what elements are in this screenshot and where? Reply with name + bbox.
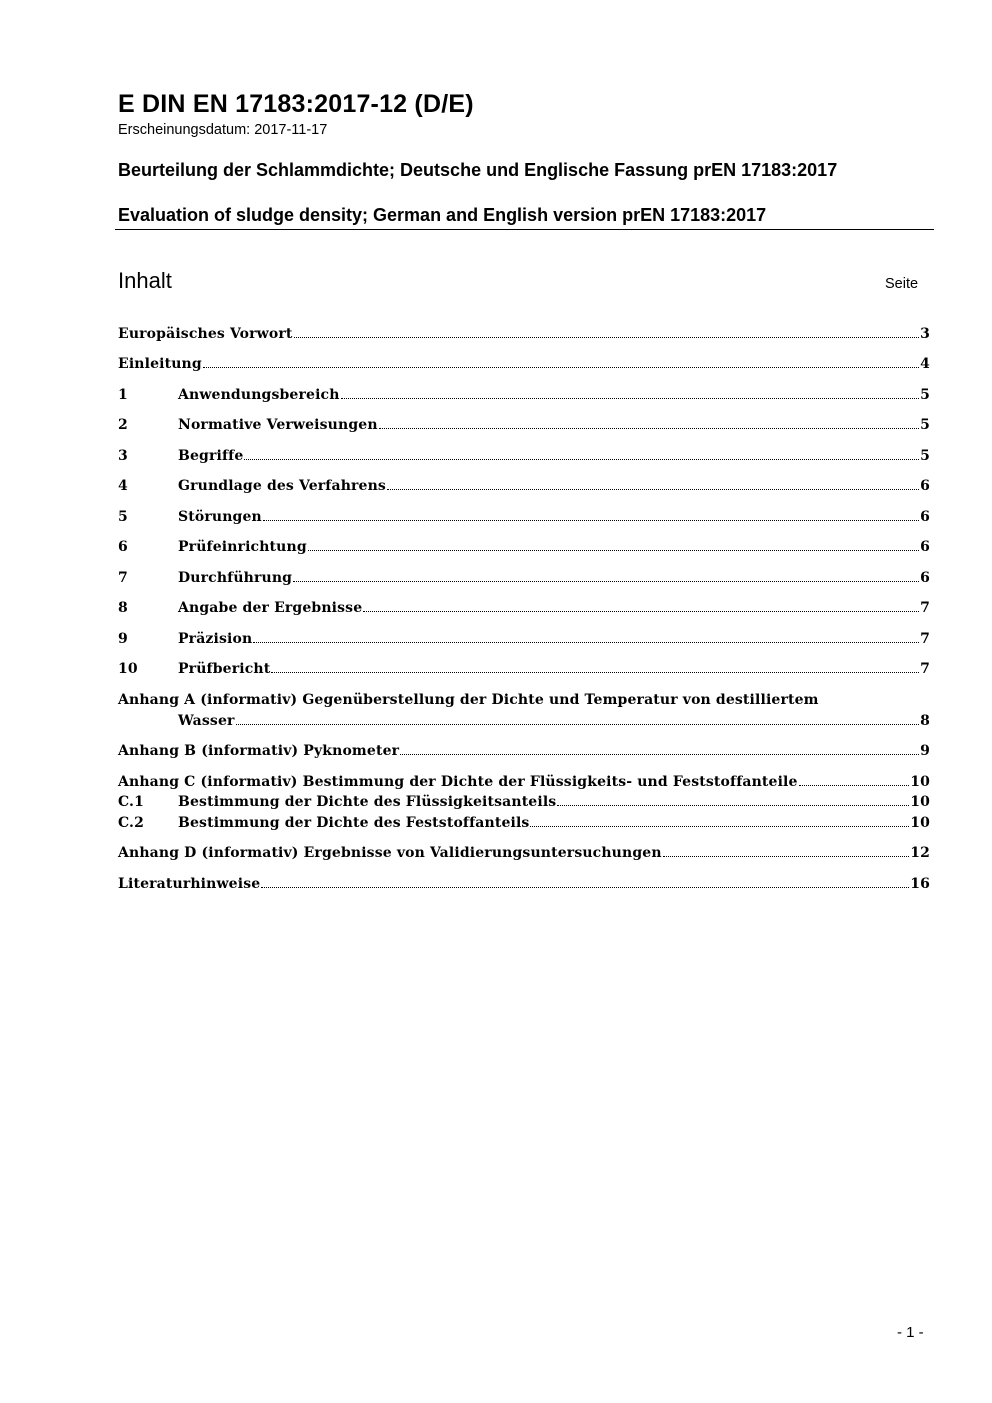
toc-entry-title: Normative Verweisungen <box>178 417 378 433</box>
dot-leader <box>253 641 919 643</box>
toc-entry-page: 10 <box>910 815 930 831</box>
dot-leader <box>261 886 909 888</box>
toc-entry-title: Angabe der Ergebnisse <box>178 600 363 616</box>
toc-entry[interactable] <box>118 631 930 647</box>
toc-entry[interactable] <box>118 815 930 831</box>
toc-entry-title: Anwendungsbereich <box>178 387 340 403</box>
toc-page-column-label: Seite <box>885 276 919 292</box>
toc-entry-page: 10 <box>910 794 930 810</box>
toc-entry-page: 7 <box>920 631 930 647</box>
toc-entry[interactable] <box>118 845 930 861</box>
toc-entry-title: Einleitung <box>118 356 202 372</box>
toc-entry-number: 7 <box>118 570 128 586</box>
dot-leader <box>400 753 919 755</box>
toc-entry-page: 7 <box>920 600 930 616</box>
toc-entry-page: 9 <box>920 743 930 759</box>
toc-entry-number: 1 <box>118 387 128 403</box>
dot-leader <box>530 825 909 827</box>
toc-entry-title: Grundlage des Verfahrens <box>178 478 386 494</box>
dot-leader <box>308 549 919 551</box>
toc-entry[interactable] <box>118 539 930 555</box>
toc-entry-title: Präzision <box>178 631 253 647</box>
toc-entry-title: Prüfbericht <box>178 661 271 677</box>
document-id: E DIN EN 17183:2017-12 (D/E) <box>118 90 474 118</box>
toc-entry[interactable] <box>118 448 930 464</box>
toc-entry-page: 4 <box>920 356 930 372</box>
toc-entry-continuation <box>178 713 930 729</box>
toc-heading: Inhalt <box>118 268 172 293</box>
toc-entry-page: 8 <box>920 713 930 729</box>
title-english: Evaluation of sludge density; German and English version prEN 17183:2017 <box>118 205 767 225</box>
toc-entry-page: 6 <box>920 509 930 525</box>
toc-entry-page: 3 <box>920 326 930 342</box>
toc-entry-page: 6 <box>920 570 930 586</box>
title-german: Beurteilung der Schlammdichte; Deutsche und Englische Fassung prEN 17183:2017 <box>118 160 838 180</box>
toc-entry-title: Literaturhinweise <box>118 876 261 892</box>
toc-entry-title: Anhang D (informativ) Ergebnisse von Validierungsuntersuchungen <box>118 845 662 861</box>
toc-entry-title: Begriffe <box>178 448 244 464</box>
toc-entry-title: Europäisches Vorwort <box>118 326 293 342</box>
toc-entry-number: 3 <box>118 448 128 464</box>
toc-entry-title: Bestimmung der Dichte des Feststoffanteils <box>178 815 530 831</box>
toc-entry-title: Anhang A (informativ) Gegenüberstellung der Dichte und Temperatur von destilliertem <box>118 692 819 708</box>
toc-entry-number: 6 <box>118 539 128 555</box>
toc-entry-number: 9 <box>118 631 128 647</box>
toc-entry-page: 6 <box>920 539 930 555</box>
toc-entry-page: 16 <box>910 876 930 892</box>
toc-entry-page: 5 <box>920 387 930 403</box>
publication-date: Erscheinungsdatum: 2017-11-17 <box>118 122 328 138</box>
toc-entry-page: 10 <box>910 774 930 790</box>
toc-entry[interactable] <box>118 774 930 790</box>
toc-entry[interactable] <box>118 600 930 616</box>
toc-entry[interactable] <box>118 794 930 810</box>
toc-entry-title: Störungen <box>178 509 262 525</box>
dot-leader <box>236 723 920 725</box>
toc-entry-number: 8 <box>118 600 128 616</box>
toc-entry-title: Anhang B (informativ) Pyknometer <box>118 743 400 759</box>
footer-page-number: - 1 - <box>897 1324 924 1341</box>
toc-entry-number: 5 <box>118 509 128 525</box>
dot-leader <box>263 519 919 521</box>
toc-entry[interactable] <box>118 356 930 372</box>
toc-entry-title-continued: Wasser <box>178 713 235 729</box>
dot-leader <box>341 397 920 399</box>
toc-entry-number: 4 <box>118 478 128 494</box>
dot-leader <box>363 610 919 612</box>
toc-entry-number: C.2 <box>118 815 144 831</box>
toc-entry-title: Anhang C (informativ) Bestimmung der Dichte der Flüssigkeits- und Feststoffanteile <box>118 774 798 790</box>
toc-entry-title: Bestimmung der Dichte des Flüssigkeitsanteils <box>178 794 557 810</box>
dot-leader <box>271 671 919 673</box>
toc-entry-page: 12 <box>910 845 930 861</box>
dot-leader <box>244 458 919 460</box>
dot-leader <box>387 488 919 490</box>
toc-entry[interactable] <box>118 661 930 677</box>
toc-entry[interactable] <box>118 876 930 892</box>
toc-entry[interactable] <box>118 743 930 759</box>
toc-entry[interactable] <box>118 478 930 494</box>
toc-entry-page: 6 <box>920 478 930 494</box>
toc-entry[interactable] <box>118 417 930 433</box>
toc-entry-page: 7 <box>920 661 930 677</box>
toc-entry-number: 2 <box>118 417 128 433</box>
toc-entry-page: 5 <box>920 448 930 464</box>
dot-leader <box>294 336 920 338</box>
toc-entry[interactable] <box>118 326 930 342</box>
toc-entry-number: 10 <box>118 661 138 677</box>
header-divider <box>115 229 934 230</box>
dot-leader <box>799 784 910 786</box>
toc-entry-number: C.1 <box>118 794 144 810</box>
toc-entry[interactable] <box>118 570 930 586</box>
dot-leader <box>557 804 909 806</box>
toc-entry[interactable] <box>118 509 930 525</box>
dot-leader <box>379 427 919 429</box>
toc-entry-title: Prüfeinrichtung <box>178 539 307 555</box>
dot-leader <box>203 366 919 368</box>
dot-leader <box>663 855 910 857</box>
toc-entry-title: Durchführung <box>178 570 293 586</box>
toc-entry-page: 5 <box>920 417 930 433</box>
toc-entry[interactable] <box>118 387 930 403</box>
dot-leader <box>293 580 919 582</box>
